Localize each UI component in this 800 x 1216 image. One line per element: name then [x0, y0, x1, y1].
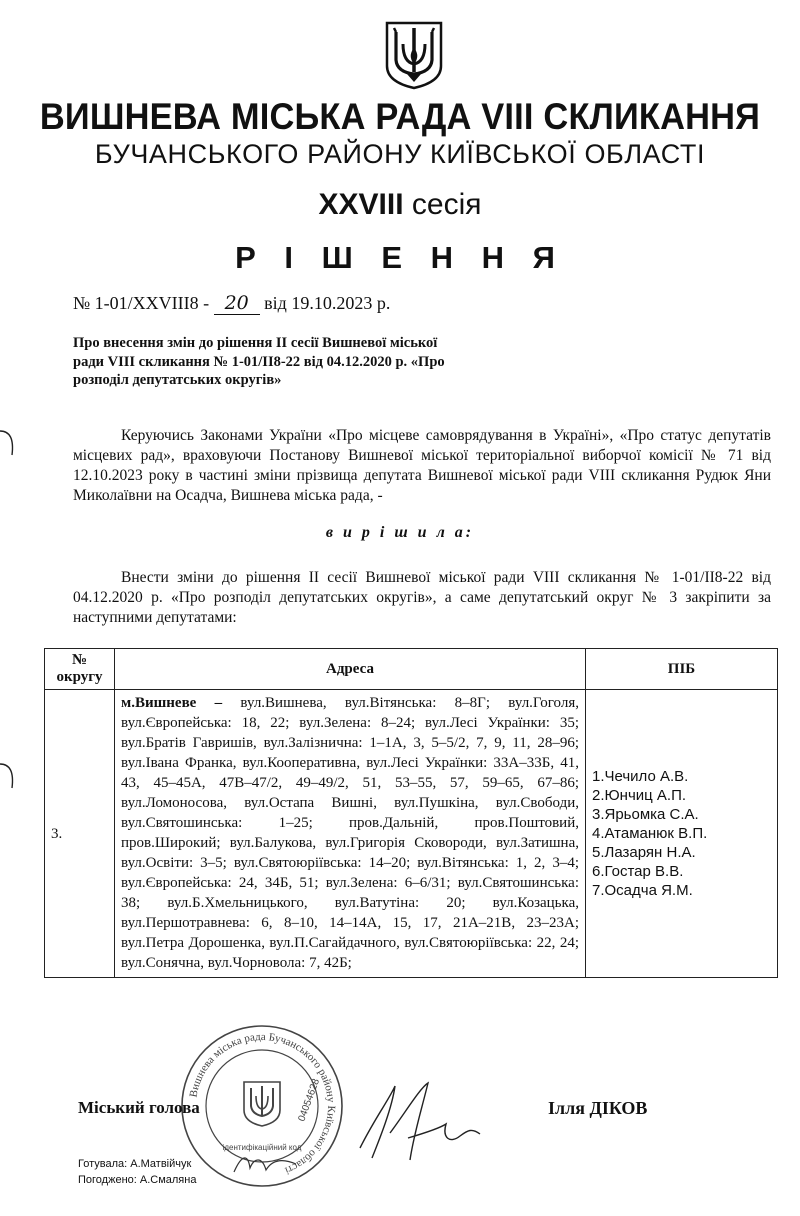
prepared-block	[78, 1156, 196, 1188]
deputy-name: 1.Чечило А.В.	[592, 768, 689, 785]
mayor-signature	[350, 1078, 490, 1168]
council-name: ВИШНЕВА МІСЬКА РАДА VIII СКЛИКАННЯ	[39, 96, 761, 137]
stamp-inner-text: ідентифікаційний код	[222, 1143, 302, 1152]
decision-subject: Про внесення змін до рішення ІІ сесії Вишневої міської ради VIII скликання № 1-01/ІІ8-22 від 04.12.2020 р. «Про розподіл депутатських округів»	[73, 335, 445, 388]
session-word: сесія	[411, 188, 482, 221]
deputy-name: 2.Юнчиц А.П.	[592, 787, 687, 804]
deputy-name: 7.Осадча Я.М.	[592, 882, 693, 899]
header-district-number	[45, 649, 115, 690]
address-cell	[115, 690, 586, 978]
header-address: Адреса	[115, 649, 586, 690]
district-number-cell: 3.	[45, 690, 115, 978]
decision-number-handwritten: 20	[214, 292, 260, 315]
agreed-by: Погоджено: А.Смаляна	[78, 1174, 197, 1186]
header-number-line1: №	[71, 652, 88, 668]
preamble-paragraph: Керуючись Законами України «Про місцеве самоврядування в Україні», «Про статус депутатів місцевих рад», враховуючи Постанову Вишневої міської територіальної виборчої комісії № 71 від 12.10.2023 року в частині зміни прізвища депутата Вишневої міської ради VIII скликання Рудюк Яни Миколаївни на Осадча, Вишнева міська рада, -	[73, 427, 771, 504]
resolved-heading: в и р і ш и л а:	[325, 524, 475, 541]
margin-mark	[0, 760, 16, 794]
header-number-line2: округу	[56, 669, 103, 685]
decision-number-prefix: № 1-01/XXVIII8 -	[73, 293, 210, 313]
deputy-name: 3.Ярьомка С.А.	[592, 806, 699, 823]
deputies-cell	[586, 690, 778, 978]
body-paragraph: Внести зміни до рішення ІІ сесії Вишневої міської ради VIII скликання № 1-01/ІІ8-22 від 04.12.2020 р. «Про розподіл депутатських округів», а саме депутатський округ № 3 закріпити за наступними депутатами:	[73, 569, 771, 626]
address-streets: вул.Вишнева, вул.Вітянська: 8–8Г; вул.Гоголя, вул.Європейська: 18, 22; вул.Зелена: 8–24; вул.Лесі Українки: 35; вул.Братів Гавришів, вул.Залізнична: 1–1А, 3, 5–5/2, 7, 9, 11, 28–96; вул.Івана Франка, вул.Кооперативна, вул.Лесі Українки: 33А–33Б, 41, 43, 45–45А, 47В–47/2, 49–49/2, 51, 53–55, 57, 59–65, 67–86; вул.Ломоносова, вул.Остапа Вишні, вул.Пушкіна, вул.Свободи, вул.Святошинська: 1–25; пров.Дальній, пров.Поштовий, пров.Широкий; вул.Балукова, вул.Григорія Сковороди, вул.Затишна, вул.Освіти: 3–5; вул.Святоюріївська: 14–20; вул.Вітянська: 1, 2, 3–4; вул.Європейська: 24, 34Б, 51; вул.Зелена: 6–6/31; вул.Святошинська: 38; вул.Б.Хмельницького, вул.Ватутіна: 20; вул.Козацька, вул.Першотравнева: 6, 8–10, 14–14А, 15, 17, 21А–21В, 23–23А; вул.Петра Дорошенка, вул.П.Сагайдачного, вул.Святоюріївська: 22, 24; вул.Сонячна, вул.Чорновола: 7, 42Б;	[121, 695, 579, 971]
deputy-name: 6.Гостар В.В.	[592, 863, 684, 880]
address-city: м.Вишневе –	[121, 695, 223, 711]
stamp-ring-text: Вишнева міська рада Бучанського району Київської області	[187, 1030, 338, 1177]
stamp-code: 04054628	[296, 1077, 323, 1124]
session-number: XXVIII	[318, 188, 404, 221]
mayor-title: Міський голова	[78, 1098, 200, 1117]
margin-mark	[0, 425, 16, 465]
district-name: БУЧАНСЬКОГО РАЙОНУ КИЇВСЬКОЇ ОБЛАСТІ	[94, 139, 706, 169]
decision-number	[73, 292, 390, 315]
approval-signature	[230, 1150, 300, 1180]
document-title: Р І Ш Е Н Н Я	[235, 240, 565, 275]
decision-date: від 19.10.2023 р.	[264, 293, 391, 313]
prepared-by: Готувала: А.Матвійчук	[78, 1158, 192, 1170]
deputy-name: 5.Лазарян Н.А.	[592, 844, 696, 861]
coat-of-arms-icon	[383, 20, 445, 90]
stamp-trident-icon	[244, 1082, 280, 1126]
deputy-name: 4.Атаманюк В.П.	[592, 825, 708, 842]
session-heading	[0, 188, 800, 222]
districts-table	[44, 648, 778, 978]
table-row	[45, 690, 778, 978]
mayor-name: Ілля ДІКОВ	[548, 1098, 648, 1118]
header-names: ПІБ	[586, 649, 778, 690]
table-header-row	[45, 649, 778, 690]
